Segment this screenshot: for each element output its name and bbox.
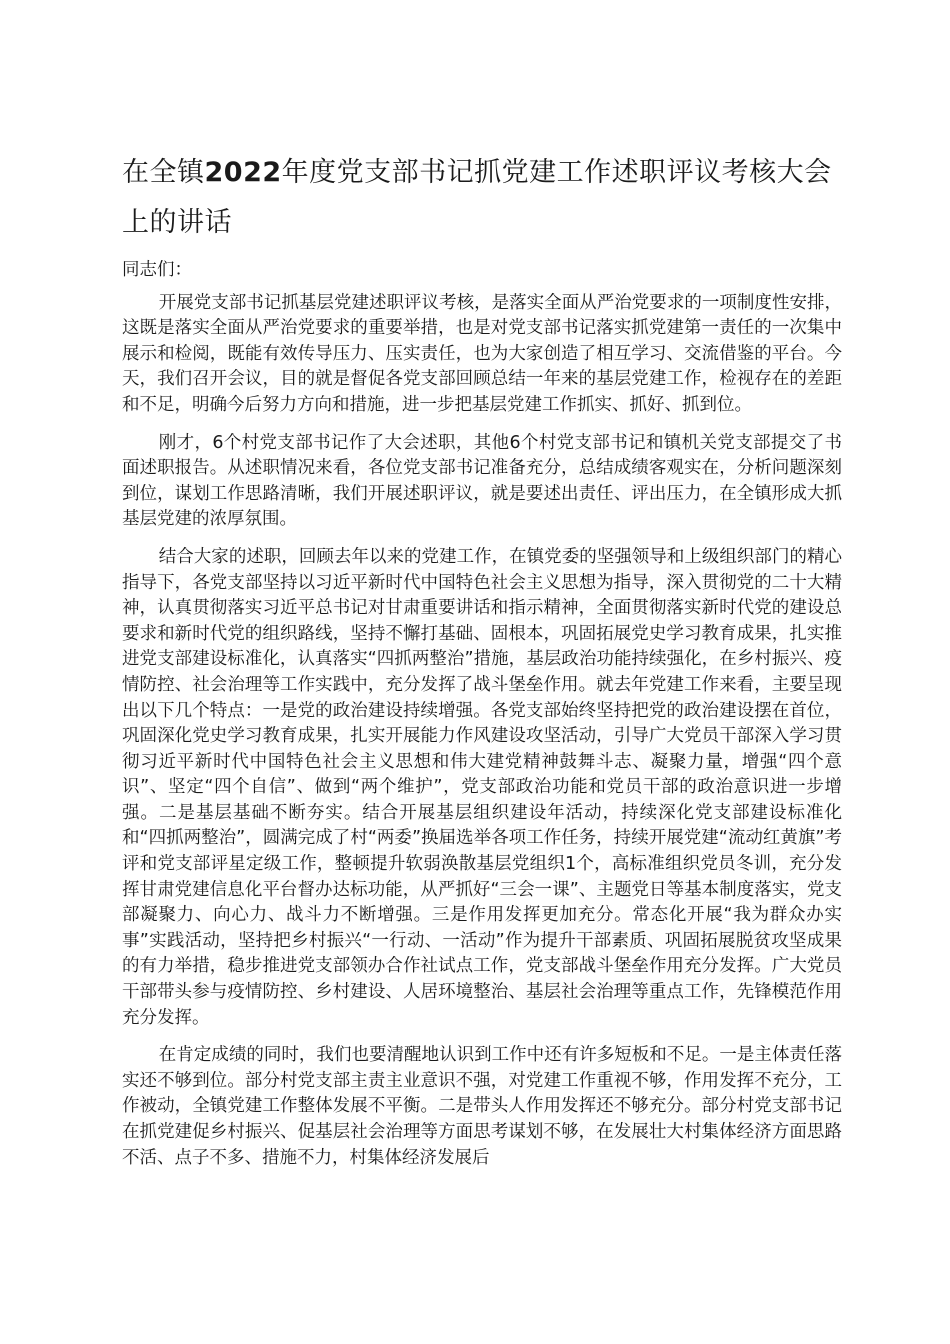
title-suffix: 年度党支部书记抓党建工作述职评议考核大会上的讲话 — [122, 157, 832, 238]
document-body — [122, 258, 842, 1183]
paragraph-2: 刚才，6个村党支部书记作了大会述职，其他6个村党支部书记和镇机关党支部提交了书面述职报告。从述职情况来看，各位党支部书记准备充分，总结成绩客观实在，分析问题深刻到位，谋划工作思路清晰，我们开展述职评议，就是要述出责任、评出压力，在全镇形成大抓基层党建的浓厚氛围。 — [122, 432, 842, 530]
document-title — [122, 148, 842, 248]
paragraph-4: 在肯定成绩的同时，我们也要清醒地认识到工作中还有许多短板和不足。一是主体责任落实还不够到位。部分村党支部主责主业意识不强，对党建工作重视不够，作用发挥不充分，工作被动，全镇党建工作整体发展不平衡。二是带头人作用发挥还不够充分。部分村党支部书记在抓党建促乡村振兴、促基层社会治理等方面思考谋划不够，在发展壮大村集体经济方面思路不活、点子不多、措施不力，村集体经济发展后 — [122, 1045, 842, 1168]
title-prefix: 在全镇 — [122, 157, 205, 188]
title-year: 2022 — [204, 157, 282, 188]
paragraph-1: 开展党支部书记抓基层党建述职评议考核，是落实全面从严治党要求的一项制度性安排，这既是落实全面从严治党要求的重要举措，也是对党支部书记落实抓党建第一责任的一次集中展示和检阅，既能有效传导压力、压实责任，也为大家创造了相互学习、交流借鉴的平台。今天，我们召开会议，目的就是督促各党支部回顾总结一年来的基层党建工作，检视存在的差距和不足，明确今后努力方向和措施，进一步把基层党建工作抓实、抓好、抓到位。 — [122, 292, 842, 415]
paragraph-3: 结合大家的述职，回顾去年以来的党建工作，在镇党委的坚强领导和上级组织部门的精心指导下，各党支部坚持以习近平新时代中国特色社会主义思想为指导，深入贯彻党的二十大精神，认真贯彻落实习近平总书记对甘肃重要讲话和指示精神，全面贯彻落实新时代党的建设总要求和新时代党的组织路线，坚持不懈打基础、固根本，巩固拓展党史学习教育成果，扎实推进党支部建设标准化，认真落实“四抓两整治”措施，基层政治功能持续强化，在乡村振兴、疫情防控、社会治理等工作实践中，充分发挥了战斗堡垒作用。就去年党建工作来看，主要呈现出以下几个特点：一是党的政治建设持续增强。各党支部始终坚持把党的政治建设摆在首位，巩固深化党史学习教育成果，扎实开展能力作风建设攻坚活动，引导广大党员干部深入学习贯彻习近平新时代中国特色社会主义思想和伟大建党精神鼓舞斗志、凝聚力量，增强“四个意识”、坚定“四个自信”、做到“两个维护”，党支部政治功能和党员干部的政治意识进一步增强。二是基层基础不断夯实。结合开展基层组织建设年活动，持续深化党支部建设标准化和“四抓两整治”，圆满完成了村“两委”换届选举各项工作任务，持续开展党建“流动红黄旗”考评和党支部评星定级工作，整顿提升软弱涣散基层党组织1个，高标准组织党员冬训，充分发挥甘肃党建信息化平台督办达标功能，从严抓好“三会一课”、主题党日等基本制度落实，党支部凝聚力、向心力、战斗力不断增强。三是作用发挥更加充分。常态化开展“我为群众办实事”实践活动，坚持把乡村振兴“一行动、一活动”作为提升干部素质、巩固拓展脱贫攻坚成果的有力举措，稳步推进党支部领办合作社试点工作，党支部战斗堡垒作用充分发挥。广大党员干部带头参与疫情防控、乡村建设、人居环境整治、基层社会治理等重点工作，先锋模范作用充分发挥。 — [122, 546, 842, 1028]
salutation: 同志们： — [122, 260, 192, 280]
